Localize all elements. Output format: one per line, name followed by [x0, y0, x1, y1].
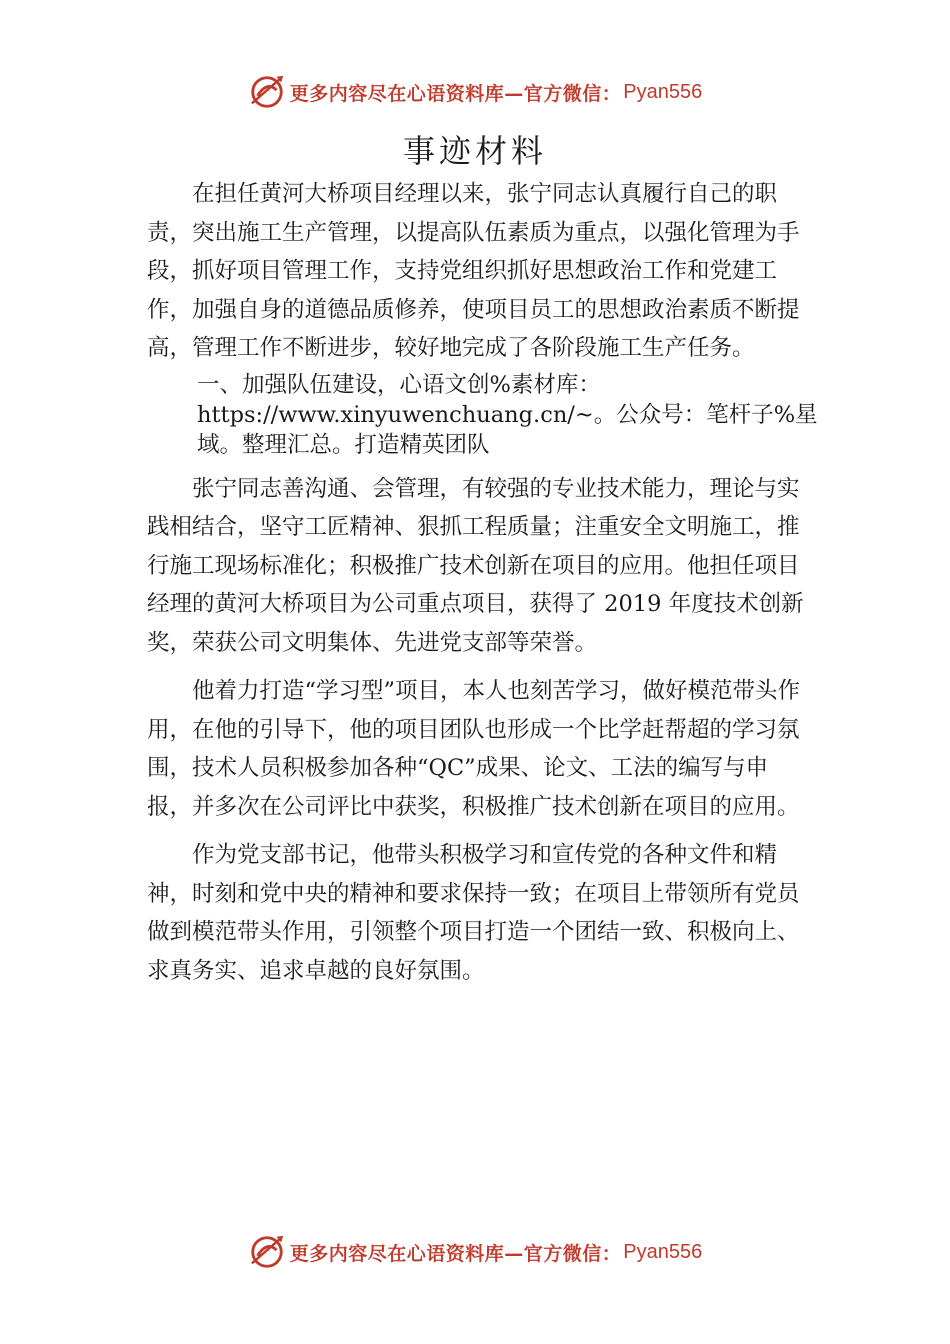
brand-logo-icon	[248, 1233, 286, 1271]
paragraph-team: 张宁同志善沟通、会管理，有较强的专业技术能力，理论与实践相结合，坚守工匠精神、狠抓工程质量；注重安全文明施工，推行施工现场标准化；积极推广技术创新在项目的应用。他担任项目经理的黄河大桥项目为公司重点项目，获得了 2019 年度技术创新奖，荣获公司文明集体、先进党支部等荣誉。	[147, 475, 804, 656]
header-banner	[0, 70, 950, 114]
paragraph-learning: 他着力打造“学习型”项目，本人也刻苦学习，做好模范带头作用，在他的引导下，他的项目团队也形成一个比学赶帮超的学习氛围，技术人员积极参加各种“QC”成果、论文、工法的编写与申报，并多次在公司评比中获奖，积极推广技术创新在项目的应用。	[147, 678, 801, 820]
paragraph-intro: 在担任黄河大桥项目经理以来，张宁同志认真履行自己的职责，突出施工生产管理，以提高队伍素质为重点，以强化管理为手段，抓好项目管理工作，支持党组织抓好思想政治工作和党建工作，加强自身的道德品质修养，使项目员工的思想政治素质不断提高，管理工作不断进步，较好地完成了各阶段施工生产任务。	[147, 181, 800, 361]
footer-banner	[0, 1230, 950, 1274]
section-heading: 一、加强队伍建设，心语文创%素材库：https://www.xinyuwenchuang.cn/~。公众号：笔杆子%星域。整理汇总。打造精英团队	[197, 371, 818, 458]
brand-logo-icon	[248, 73, 286, 111]
document-body	[147, 175, 818, 990]
paragraph-party: 作为党支部书记，他带头积极学习和宣传党的各种文件和精神，时刻和党中央的精神和要求保持一致；在项目上带领所有党员做到模范带头作用，引领整个项目打造一个团结一致、积极向上、求真务实、追求卓越的良好氛围。	[147, 842, 800, 984]
banner-wechat-handle: Pyan556	[623, 1240, 703, 1263]
banner-wechat-handle: Pyan556	[623, 80, 703, 103]
banner-text: 更多内容尽在心语资料库—官方微信：	[289, 1242, 622, 1265]
document-title: 事迹材料	[402, 132, 547, 170]
banner-text: 更多内容尽在心语资料库—官方微信：	[289, 82, 622, 105]
